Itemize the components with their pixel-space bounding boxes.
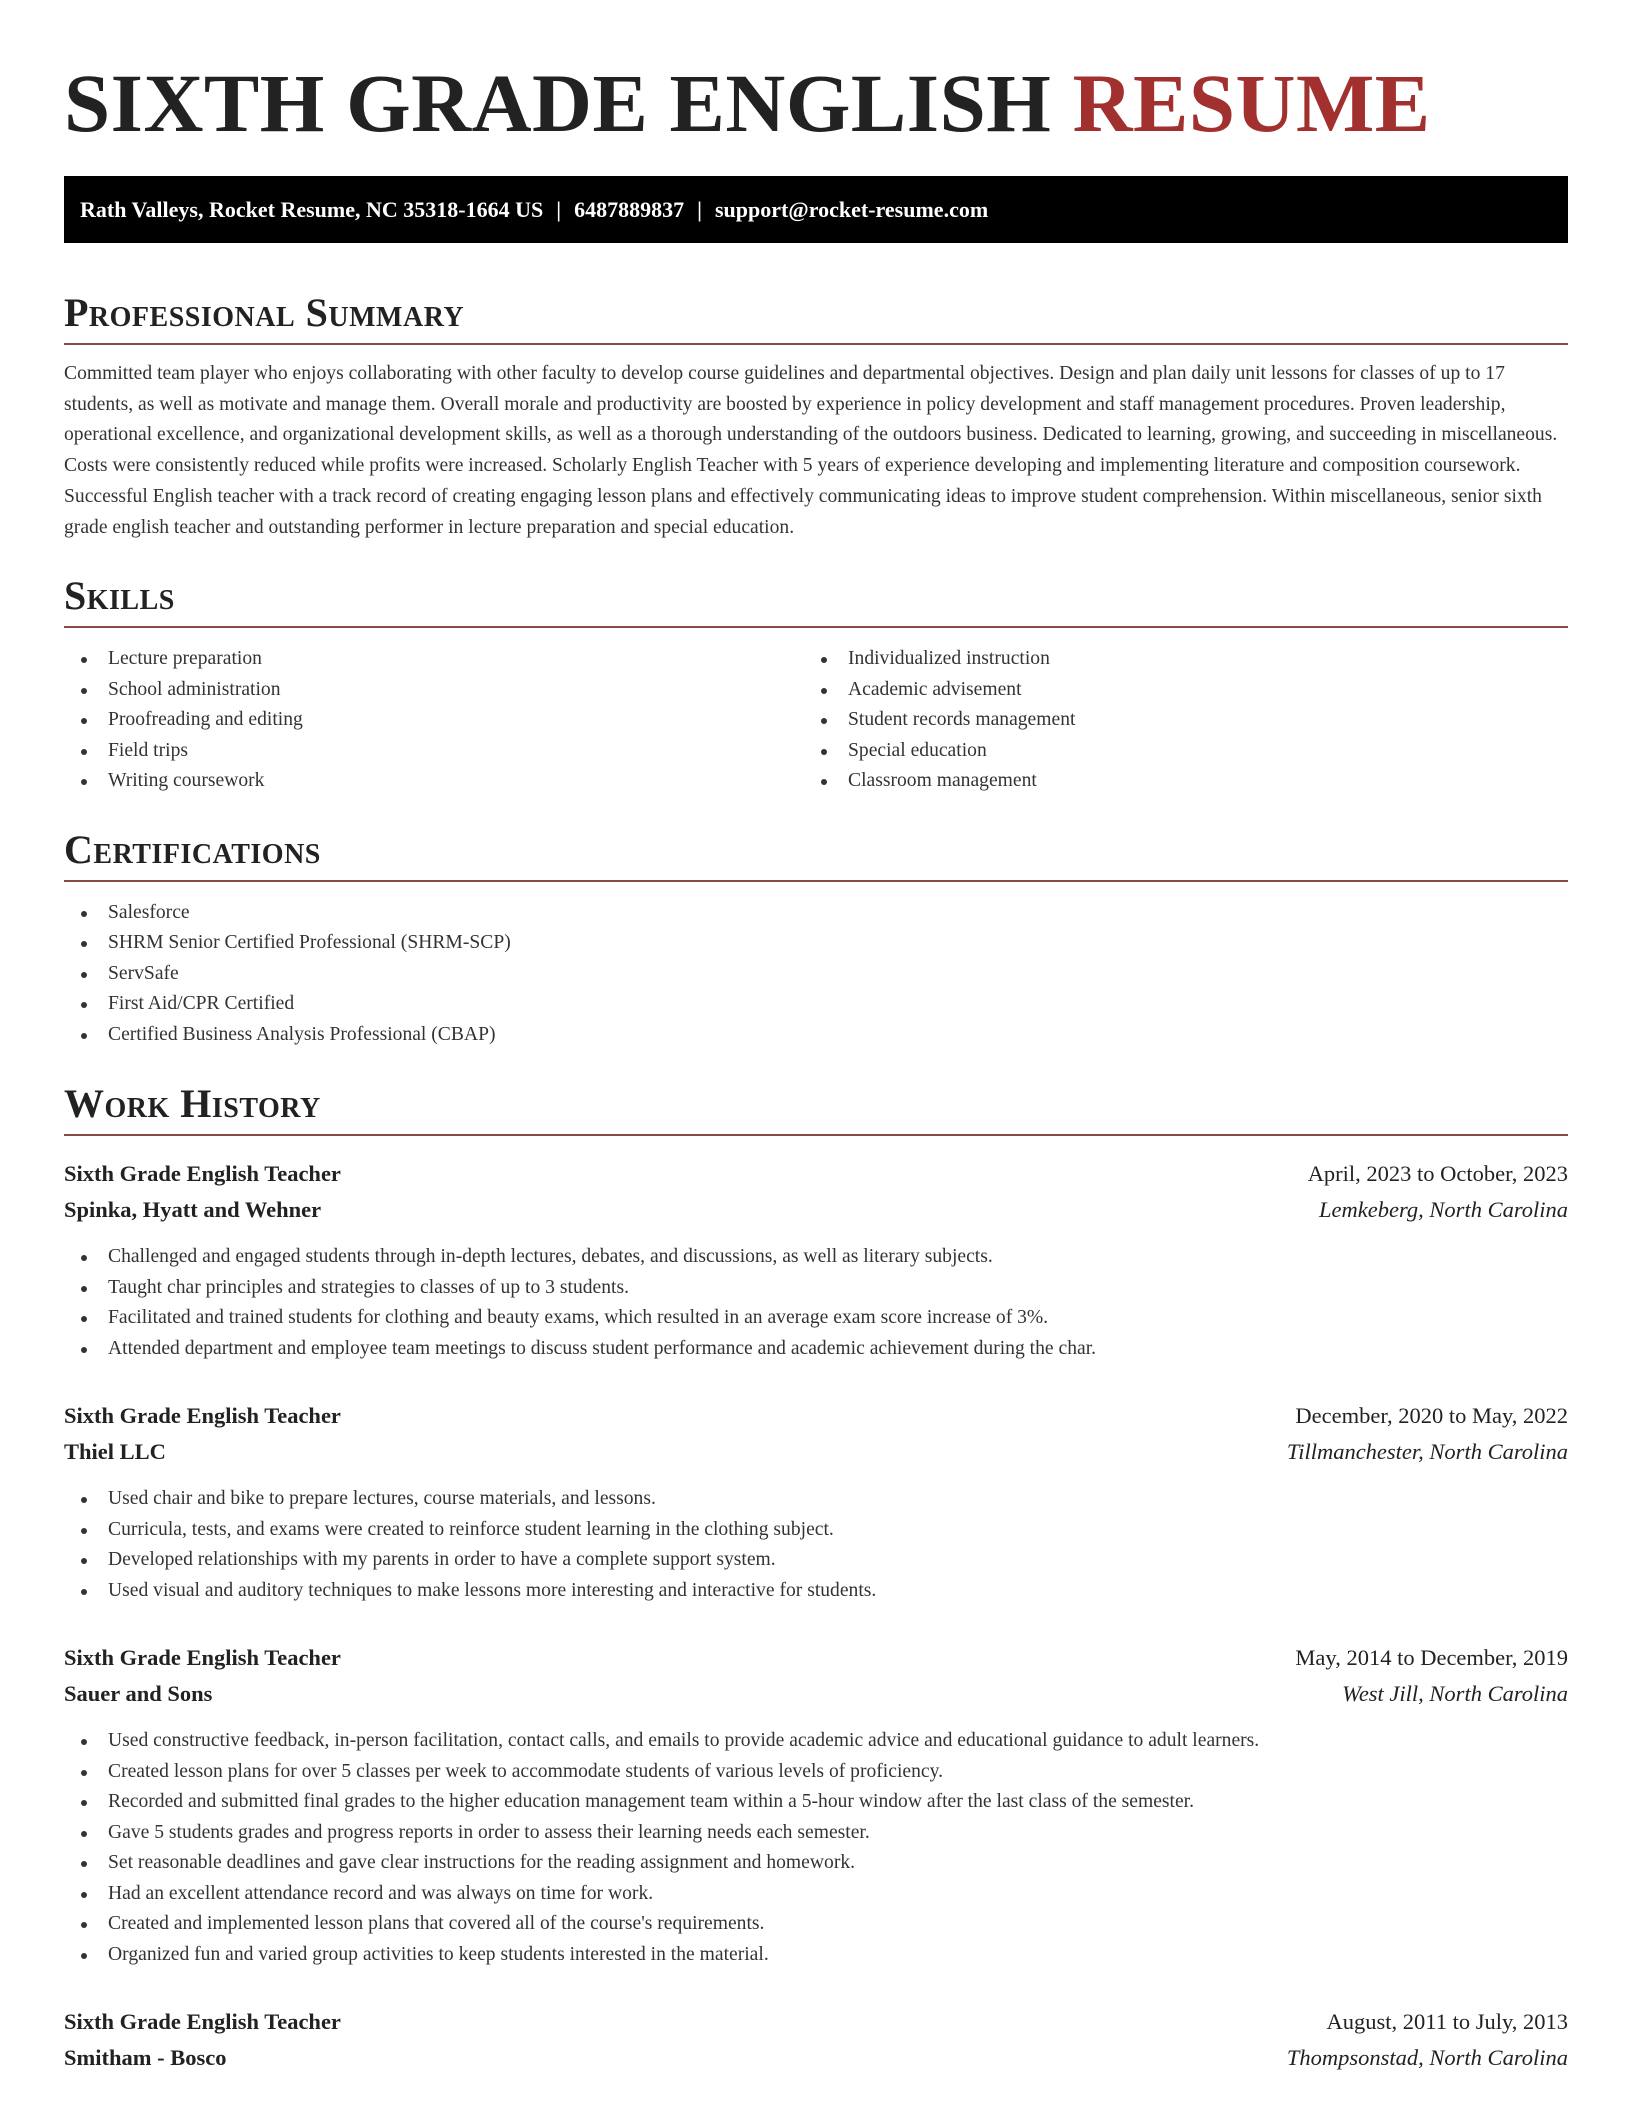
- job-title: Sixth Grade English Teacher: [64, 1161, 341, 1187]
- job-dates: May, 2014 to December, 2019: [1295, 1645, 1568, 1671]
- job-bullet: Facilitated and trained students for clothing and beauty exams, which resulted in an average exam score increase of 3%.: [64, 1303, 1568, 1334]
- skills-heading: Skills: [64, 566, 1568, 628]
- contact-separator: |: [556, 197, 562, 222]
- skill-item: School administration: [64, 675, 804, 706]
- certification-item: SHRM Senior Certified Professional (SHRM-SCP): [64, 928, 1568, 959]
- job-company: Sauer and Sons: [64, 1681, 213, 1707]
- certification-item: ServSafe: [64, 959, 1568, 990]
- job-company-row: [64, 1676, 1568, 1712]
- job-bullet: Challenged and engaged students through in-depth lectures, debates, and discussions, as well as literary subjects.: [64, 1242, 1568, 1273]
- job-company-row: [64, 2040, 1568, 2076]
- job-header-row: [64, 1640, 1568, 1676]
- job-entry: [64, 2004, 1568, 2076]
- resume-title: [64, 0, 1568, 152]
- job-bullet: Created lesson plans for over 5 classes per week to accommodate students of various levels of proficiency.: [64, 1757, 1568, 1788]
- contact-phone: 6487889837: [574, 197, 685, 222]
- skill-item: Classroom management: [804, 766, 1544, 797]
- job-bullet: Developed relationships with my parents in order to have a complete support system.: [64, 1545, 1568, 1576]
- job-bullets: [64, 1242, 1568, 1364]
- skills-list-left: [64, 644, 804, 797]
- certifications-list: [64, 898, 1568, 1051]
- certification-item: Salesforce: [64, 898, 1568, 929]
- job-company: Spinka, Hyatt and Wehner: [64, 1197, 322, 1223]
- contact-email: support@rocket-resume.com: [714, 197, 989, 222]
- work-history-heading: Work History: [64, 1074, 1568, 1136]
- skill-item: Special education: [804, 736, 1544, 767]
- job-bullet: Gave 5 students grades and progress reports in order to assess their learning needs each semester.: [64, 1818, 1568, 1849]
- job-location: Lemkeberg, North Carolina: [1319, 1197, 1568, 1223]
- skill-item: Individualized instruction: [804, 644, 1544, 675]
- job-company: Thiel LLC: [64, 1439, 166, 1465]
- job-location: Thompsonstad, North Carolina: [1286, 2045, 1568, 2071]
- job-location: West Jill, North Carolina: [1342, 1681, 1568, 1707]
- job-company: Smitham - Bosco: [64, 2045, 227, 2071]
- certification-item: First Aid/CPR Certified: [64, 989, 1568, 1020]
- job-dates: August, 2011 to July, 2013: [1326, 2009, 1568, 2035]
- job-bullet: Taught char principles and strategies to classes of up to 3 students.: [64, 1273, 1568, 1304]
- job-bullet: Curricula, tests, and exams were created to reinforce student learning in the clothing subject.: [64, 1515, 1568, 1546]
- job-dates: December, 2020 to May, 2022: [1295, 1403, 1568, 1429]
- job-title: Sixth Grade English Teacher: [64, 2009, 341, 2035]
- job-bullet: Had an excellent attendance record and was always on time for work.: [64, 1879, 1568, 1910]
- job-bullet: Attended department and employee team meetings to discuss student performance and academic achievement during the char.: [64, 1334, 1568, 1365]
- job-bullet: Recorded and submitted final grades to the higher education management team within a 5-hour window after the last class of the semester.: [64, 1787, 1568, 1818]
- job-location: Tillmanchester, North Carolina: [1286, 1439, 1568, 1465]
- skills-list-right: [804, 644, 1544, 797]
- skill-item: Writing coursework: [64, 766, 804, 797]
- job-header-row: [64, 2004, 1568, 2040]
- job-bullets: [64, 1484, 1568, 1606]
- title-main: SIXTH GRADE ENGLISH: [64, 57, 1052, 149]
- job-entry: [64, 1398, 1568, 1606]
- job-title: Sixth Grade English Teacher: [64, 1403, 341, 1429]
- job-bullet: Created and implemented lesson plans that covered all of the course's requirements.: [64, 1909, 1568, 1940]
- skills-grid: [64, 644, 1568, 797]
- skill-item: Academic advisement: [804, 675, 1544, 706]
- job-dates: April, 2023 to October, 2023: [1307, 1161, 1568, 1187]
- job-bullet: Set reasonable deadlines and gave clear instructions for the reading assignment and homework.: [64, 1848, 1568, 1879]
- title-accent: RESUME: [1072, 57, 1431, 149]
- contact-separator: |: [697, 197, 702, 222]
- job-bullets: [64, 1726, 1568, 1970]
- job-header-row: [64, 1398, 1568, 1434]
- resume-page: [64, 0, 1568, 2076]
- skill-item: Proofreading and editing: [64, 705, 804, 736]
- certification-item: Certified Business Analysis Professional (CBAP): [64, 1020, 1568, 1051]
- job-bullet: Used visual and auditory techniques to make lessons more interesting and interactive for students.: [64, 1576, 1568, 1607]
- skill-item: Lecture preparation: [64, 644, 804, 675]
- job-entry: [64, 1156, 1568, 1364]
- contact-bar: [64, 176, 1568, 243]
- job-entry: [64, 1640, 1568, 1970]
- job-bullet: Used constructive feedback, in-person facilitation, contact calls, and emails to provide academic advice and educational guidance to adult learners.: [64, 1726, 1568, 1757]
- job-title: Sixth Grade English Teacher: [64, 1645, 341, 1671]
- summary-heading: Professional Summary: [64, 283, 1568, 345]
- job-company-row: [64, 1434, 1568, 1470]
- summary-text: Committed team player who enjoys collaborating with other faculty to develop course guidelines and departmental objectives. Design and plan daily unit lessons for classes of up to 17 students, as well as motivate and manage them. Overall morale and productivity are boosted by experience in policy development and staff management procedures. Proven leadership, operational excellence, and organizational development skills, as well as a thorough understanding of the outdoors business. Dedicated to learning, growing, and succeeding in miscellaneous. Costs were consistently reduced while profits were increased. Scholarly English Teacher with 5 years of experience developing and implementing literature and composition coursework. Successful English teacher with a track record of creating engaging lesson plans and effectively communicating ideas to improve student comprehension. Within miscellaneous, senior sixth grade english teacher and outstanding performer in lecture preparation and special education.: [64, 363, 1558, 538]
- job-bullet: Organized fun and varied group activities to keep students interested in the material.: [64, 1940, 1568, 1971]
- contact-address: Rath Valleys, Rocket Resume, NC 35318-1664 US: [80, 197, 544, 222]
- skill-item: Student records management: [804, 705, 1544, 736]
- job-bullet: Used chair and bike to prepare lectures, course materials, and lessons.: [64, 1484, 1568, 1515]
- job-header-row: [64, 1156, 1568, 1192]
- job-company-row: [64, 1192, 1568, 1228]
- skill-item: Field trips: [64, 736, 804, 767]
- certifications-heading: Certifications: [64, 820, 1568, 882]
